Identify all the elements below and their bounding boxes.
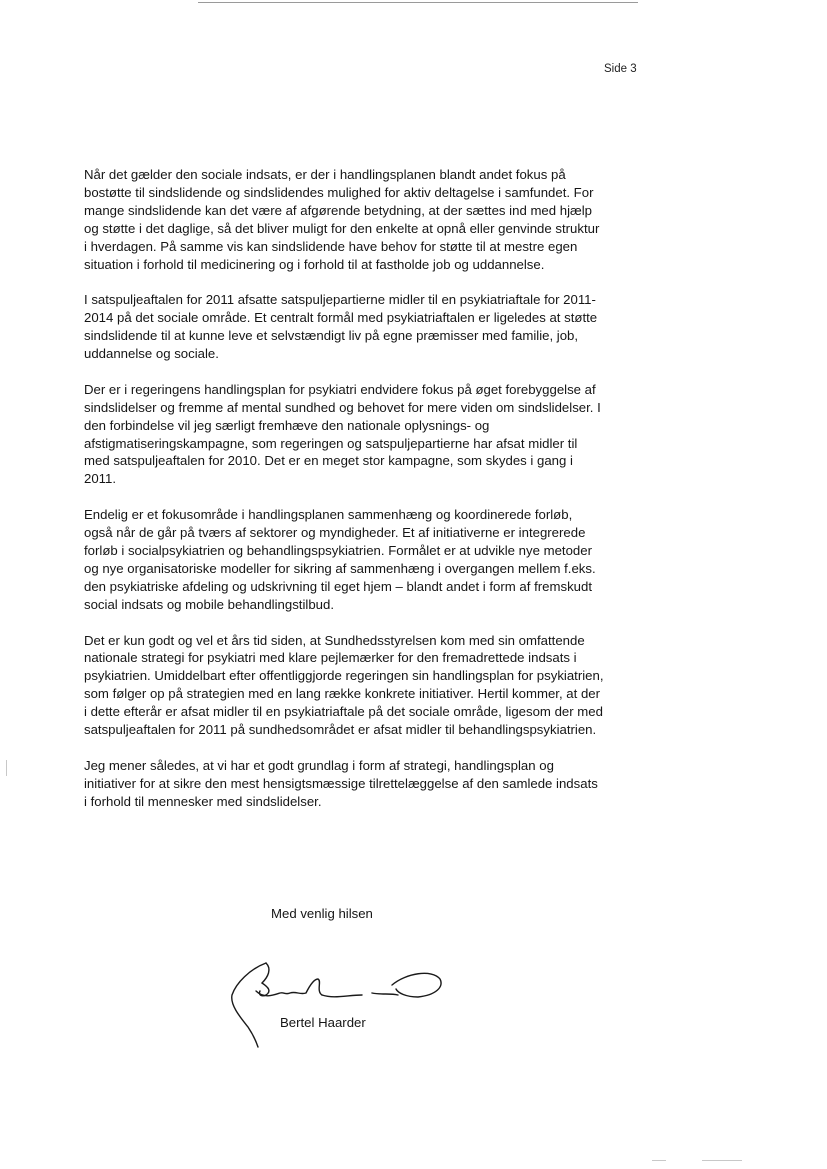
- closing-salutation: Med venlig hilsen: [271, 906, 373, 921]
- paragraph: Jeg mener således, at vi har et godt grundlag i form af strategi, handlingsplan og initiativer for at sikre den mest hensigtsmæssige tilrettelæggelse af den samlede indsats i forhold til mennesker med sindslidelser.: [84, 757, 598, 809]
- scan-artifact: [6, 760, 7, 776]
- paragraph: Der er i regeringens handlingsplan for psykiatri endvidere fokus på øget forebyggelse af sindslidelser og fremme af mental sundhed og behovet for mere viden om sindslidelser. I den forbindelse vil jeg særligt fremhæve den nationale oplysnings- og afstigmatiseringskampagne, som regeringen og satspuljepartierne har afsat midler til med satspuljeaftalen for 2010. Det er en meget stor kampagne, som skydes i gang i 2011.: [84, 381, 601, 487]
- letter-body: [84, 166, 604, 828]
- scan-artifact: [652, 1160, 666, 1161]
- top-scan-rule: [198, 2, 638, 3]
- page-number: Side 3: [604, 63, 637, 75]
- paragraph: I satspuljeaftalen for 2011 afsatte satspuljepartierne midler til en psykiatriaftale for 2011-2014 på det sociale område. Et centralt formål med psykiatriaftalen er ligeledes at støtte sindslidende til at kunne leve et selvstændigt liv på egne præmisser med familie, job, uddannelse og sociale.: [84, 292, 598, 362]
- handwritten-signature: [222, 955, 452, 1050]
- scan-artifact: [702, 1160, 742, 1161]
- signer-name: Bertel Haarder: [280, 1015, 366, 1030]
- paragraph: Endelig er et fokusområde i handlingsplanen sammenhæng og koordinerede forløb, også når de går på tværs af sektorer og myndigheder. Et af initiativerne er integrerede forløb i socialpsykiatrien og behandlingspsykiatrien. Formålet er at udvikle nye metoder og nye organisatoriske modeller for sikring af sammenhæng i overgangen mellem f.eks. den psykiatriske afdeling og udskrivning til eget hjem – blandt andet i form af fremskudt social indsats og mobile behandlingstilbud.: [84, 507, 596, 612]
- paragraph: Når det gælder den sociale indsats, er der i handlingsplanen blandt andet fokus på bostøtte til sindslidende og sindslidendes mulighed for aktiv deltagelse i samfundet. For mange sindslidende kan det være af afgørende betydning, at der sættes ind med hjælp og støtte i det daglige, så det bliver muligt for den enkelte at opnå eller genvinde struktur i hverdagen. På samme vis kan sindslidende have behov for støtte til at mestre egen situation i forhold til medicinering og i forhold til at fastholde job og uddannelse.: [84, 167, 600, 272]
- paragraph: Det er kun godt og vel et års tid siden, at Sundhedsstyrelsen kom med sin omfattende nationale strategi for psykiatri med klare pejlemærker for den fremadrettede indsats i psykiatrien. Umiddelbart efter offentliggjorde regeringen sin handlingsplan for psykiatrien, som følger op på strategien med en lang række konkrete initiativer. Hertil kommer, at der i dette efterår er afsat midler til en psykiatriaftale på det sociale område, ligesom der med satspuljeaftalen for 2011 på sundhedsområdet er afsat midler til behandlingspsykiatrien.: [84, 632, 604, 738]
